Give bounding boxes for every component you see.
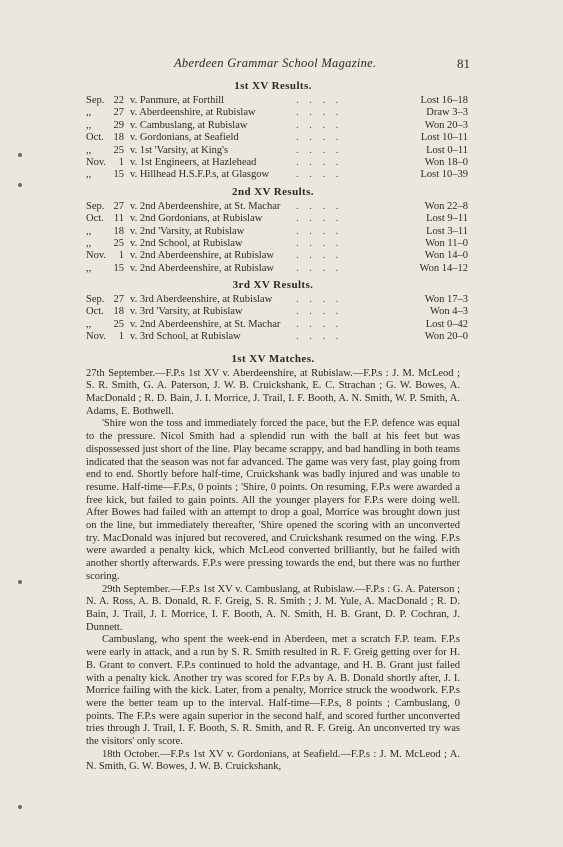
first-xv-results-table (86, 95, 468, 182)
result-score: Won 4–3 (430, 306, 468, 318)
result-row (86, 120, 468, 132)
result-row (86, 157, 468, 169)
margin-punch-mark (18, 580, 22, 584)
result-score: Won 11–0 (425, 237, 468, 249)
result-score: Lost 9–11 (426, 213, 468, 225)
leader-dots: . . . . (296, 294, 343, 306)
result-opponent: v. Cambuslang, at Rubislaw (130, 119, 248, 131)
result-day: 27 (113, 107, 124, 119)
leader-dots: . . . . (296, 237, 343, 249)
page-header (86, 56, 470, 76)
leader-dots: . . . . (296, 331, 343, 343)
leader-dots: . . . . (296, 132, 343, 144)
leader-dots: . . . . (296, 250, 343, 262)
result-month: ,, (86, 144, 92, 156)
result-month: Oct. (86, 213, 104, 225)
result-day: 15 (113, 169, 124, 181)
result-opponent: v. 2nd 'Varsity, at Rubislaw (130, 225, 245, 237)
result-score: Won 17–3 (424, 294, 468, 306)
margin-punch-mark (18, 183, 22, 187)
result-day: 22 (113, 95, 124, 106)
first-xv-matches-heading: 1st XV Matches. (231, 352, 315, 365)
result-month: ,, (86, 237, 92, 249)
result-day: 25 (113, 144, 124, 156)
result-score: Won 14–0 (424, 250, 468, 262)
result-score: Won 18–0 (424, 156, 468, 168)
margin-punch-mark (18, 805, 22, 809)
result-opponent: v. 2nd Aberdeenshire, at St. Machar (130, 318, 281, 330)
result-day: 27 (113, 294, 124, 306)
result-score: Lost 0–42 (425, 318, 468, 330)
result-row (86, 306, 468, 318)
result-month: Nov. (86, 250, 107, 262)
match-report-paragraph: 27th September.—F.P.s 1st XV v. Aberdeenshire, at Rubislaw.—F.P.s : J. M. McLeod ; S. R. Smith, G. A. Paterson, J. W. B. Cruickshank, E. C. Strachan ; G. W. Bowes, A. MacDonald ; R. D. Bain, J. I. Morrice, J. Trail, I. F. Booth, A. N. Smith, W. P. Smith, A. Adams, E. Bothwell. (86, 367, 460, 417)
result-opponent: v. Hillhead H.S.F.P.s, at Glasgow (130, 169, 270, 181)
result-day: 1 (118, 156, 124, 168)
result-month: Nov. (86, 331, 107, 343)
result-row (86, 331, 468, 343)
leader-dots: . . . . (296, 306, 343, 318)
result-month: ,, (86, 119, 92, 131)
result-day: 18 (113, 306, 124, 318)
leader-dots: . . . . (296, 318, 343, 330)
match-reports (86, 368, 460, 775)
result-month: Nov. (86, 156, 107, 168)
result-row (86, 238, 468, 250)
result-row (86, 107, 468, 119)
result-row (86, 319, 468, 331)
result-opponent: v. Gordonians, at Seafield (130, 132, 239, 144)
leader-dots: . . . . (296, 262, 343, 274)
result-row (86, 250, 468, 262)
result-score: Lost 3–11 (426, 225, 468, 237)
result-row (86, 226, 468, 238)
result-day: 25 (113, 318, 124, 330)
result-day: 15 (113, 262, 124, 274)
leader-dots: . . . . (296, 107, 343, 119)
match-report-paragraph: Cambuslang, who spent the week-end in Aberdeen, met a scratch F.P. team. F.P.s were early in attack, and a run by S. R. Smith resulted in R. F. Greig getting over for H. B. Grant to convert. F.P.s continued to hold the advantage, and H. B. Grant just failed with a penalty kick. Another try was scored for F.P.s by A. B. Donald shortly after, J. I. Morrice failing with the kick. Later, from a penalty, Morrice struck the woodwork. F.P.s were the better team up to the interval. Half-time—F.P.s, 8 points ; Cambuslang, 0 points. The F.P.s were again superior in the second half, and scored further unconverted tries through J. Trail, I. F. Booth, S. R. Smith, and R. F. Greig. An unconverted try was the visitors' only score. (86, 634, 460, 748)
result-score: Lost 10–39 (420, 169, 468, 181)
result-month: ,, (86, 107, 92, 119)
result-day: 11 (113, 213, 124, 225)
result-row (86, 132, 468, 144)
result-day: 27 (113, 200, 124, 212)
result-score: Won 22–8 (424, 200, 468, 212)
leader-dots: . . . . (296, 119, 343, 131)
result-row (86, 201, 468, 213)
result-score: Lost 0–11 (426, 144, 468, 156)
result-opponent: v. 1st 'Varsity, at King's (130, 144, 229, 156)
result-score: Lost 10–11 (420, 132, 468, 144)
result-month: ,, (86, 169, 92, 181)
second-xv-results-table (86, 201, 468, 275)
result-score: Draw 3–3 (426, 107, 468, 119)
leader-dots: . . . . (296, 225, 343, 237)
result-month: ,, (86, 318, 92, 330)
second-xv-results-heading: 2nd XV Results. (232, 185, 314, 198)
result-row (86, 95, 468, 107)
result-opponent: v. 3rd School, at Rubislaw (130, 331, 241, 343)
result-day: 1 (118, 331, 124, 343)
match-report-paragraph: 18th October.—F.P.s 1st XV v. Gordonians, at Seafield.—F.P.s : J. M. McLeod ; A. N. Smith, G. W. Bowes, J. W. B. Cruickshank, (86, 748, 460, 773)
result-month: Oct. (86, 132, 104, 144)
result-opponent: v. 2nd Aberdeenshire, at Rubislaw (130, 262, 274, 274)
match-report-paragraph: 29th September.—F.P.s 1st XV v. Cambuslang, at Rubislaw.—F.P.s : G. A. Paterson ; N. A. Ross, A. B. Donald, R. F. Greig, S. R. Smith ; J. M. Yule, A. MacDonald ; R. D. Bain, J. Trail, J. I. Morrice, I. F. Booth, A. N. Smith, H. B. Grant, D. P. Cochran, J. Dunnett. (86, 583, 460, 633)
leader-dots: . . . . (296, 169, 343, 181)
margin-punch-mark (18, 153, 22, 157)
match-report-paragraph: 'Shire won the toss and immediately forced the pace, but the F.P. defence was equal to the pressure. Nicol Smith had a splendid run with the ball at his feet but was dispossessed just short of the line. Play became scrappy, and bad handling in both teams indicated that the season was not far advanced. The game was very fast, play going from end to end. Shortly before half-time, Cruickshank was badly injured and was unable to resume. Half-time—F.P.s, 0 points ; 'Shire, 0 points. On resuming, F.P.s were awarded a free kick, but failed to gain points. All the younger players for F.P.s were doing well. After Bowes had failed with an attempt to drop a goal, Morrice was brought down just on the line, but immediately thereafter, 'Shire opened the scoring with an unconverted try. MacDonald was injured but recovered, and Cruickshank resumed on the wing. F.P.s were awarded a penalty kick, which McLeod converted brilliantly, but he failed with another shortly afterwards. F.P.s were pressing towards the end, but there was no further scoring. (86, 418, 460, 582)
result-month: Sep. (86, 294, 105, 306)
result-opponent: v. 3rd Aberdeenshire, at Rubislaw (130, 294, 273, 306)
result-row (86, 263, 468, 275)
result-day: 18 (113, 132, 124, 144)
result-row (86, 145, 468, 157)
leader-dots: . . . . (296, 156, 343, 168)
result-row (86, 213, 468, 225)
third-xv-results-heading: 3rd XV Results. (232, 279, 314, 292)
result-opponent: v. 2nd Aberdeenshire, at St. Machar (130, 200, 281, 212)
result-opponent: v. Aberdeenshire, at Rubislaw (130, 107, 256, 119)
result-row (86, 294, 468, 306)
result-month: Oct. (86, 306, 104, 318)
leader-dots: . . . . (296, 213, 343, 225)
result-day: 29 (113, 119, 124, 131)
page-number: 81 (457, 56, 470, 71)
result-score: Won 20–0 (424, 331, 468, 343)
result-opponent: v. 3rd 'Varsity, at Rubislaw (130, 306, 243, 318)
result-opponent: v. 2nd Aberdeenshire, at Rubislaw (130, 250, 274, 262)
result-score: Won 14–12 (419, 262, 468, 274)
result-opponent: v. 2nd School, at Rubislaw (130, 237, 243, 249)
leader-dots: . . . . (296, 95, 343, 106)
result-month: ,, (86, 262, 92, 274)
leader-dots: . . . . (296, 144, 343, 156)
running-title: Aberdeen Grammar School Magazine. (174, 56, 377, 70)
leader-dots: . . . . (296, 200, 343, 212)
result-day: 25 (113, 237, 124, 249)
result-opponent: v. 2nd Gordonians, at Rubislaw (130, 213, 263, 225)
result-day: 1 (118, 250, 124, 262)
result-score: Won 20–3 (424, 119, 468, 131)
result-day: 18 (113, 225, 124, 237)
result-row (86, 169, 468, 181)
result-month: Sep. (86, 200, 105, 212)
result-score: Lost 16–18 (420, 95, 468, 106)
result-opponent: v. 1st Engineers, at Hazlehead (130, 156, 257, 168)
first-xv-results-heading: 1st XV Results. (234, 80, 312, 92)
result-month: Sep. (86, 95, 105, 106)
third-xv-results-table (86, 294, 468, 344)
result-opponent: v. Panmure, at Forthill (130, 95, 225, 106)
result-month: ,, (86, 225, 92, 237)
